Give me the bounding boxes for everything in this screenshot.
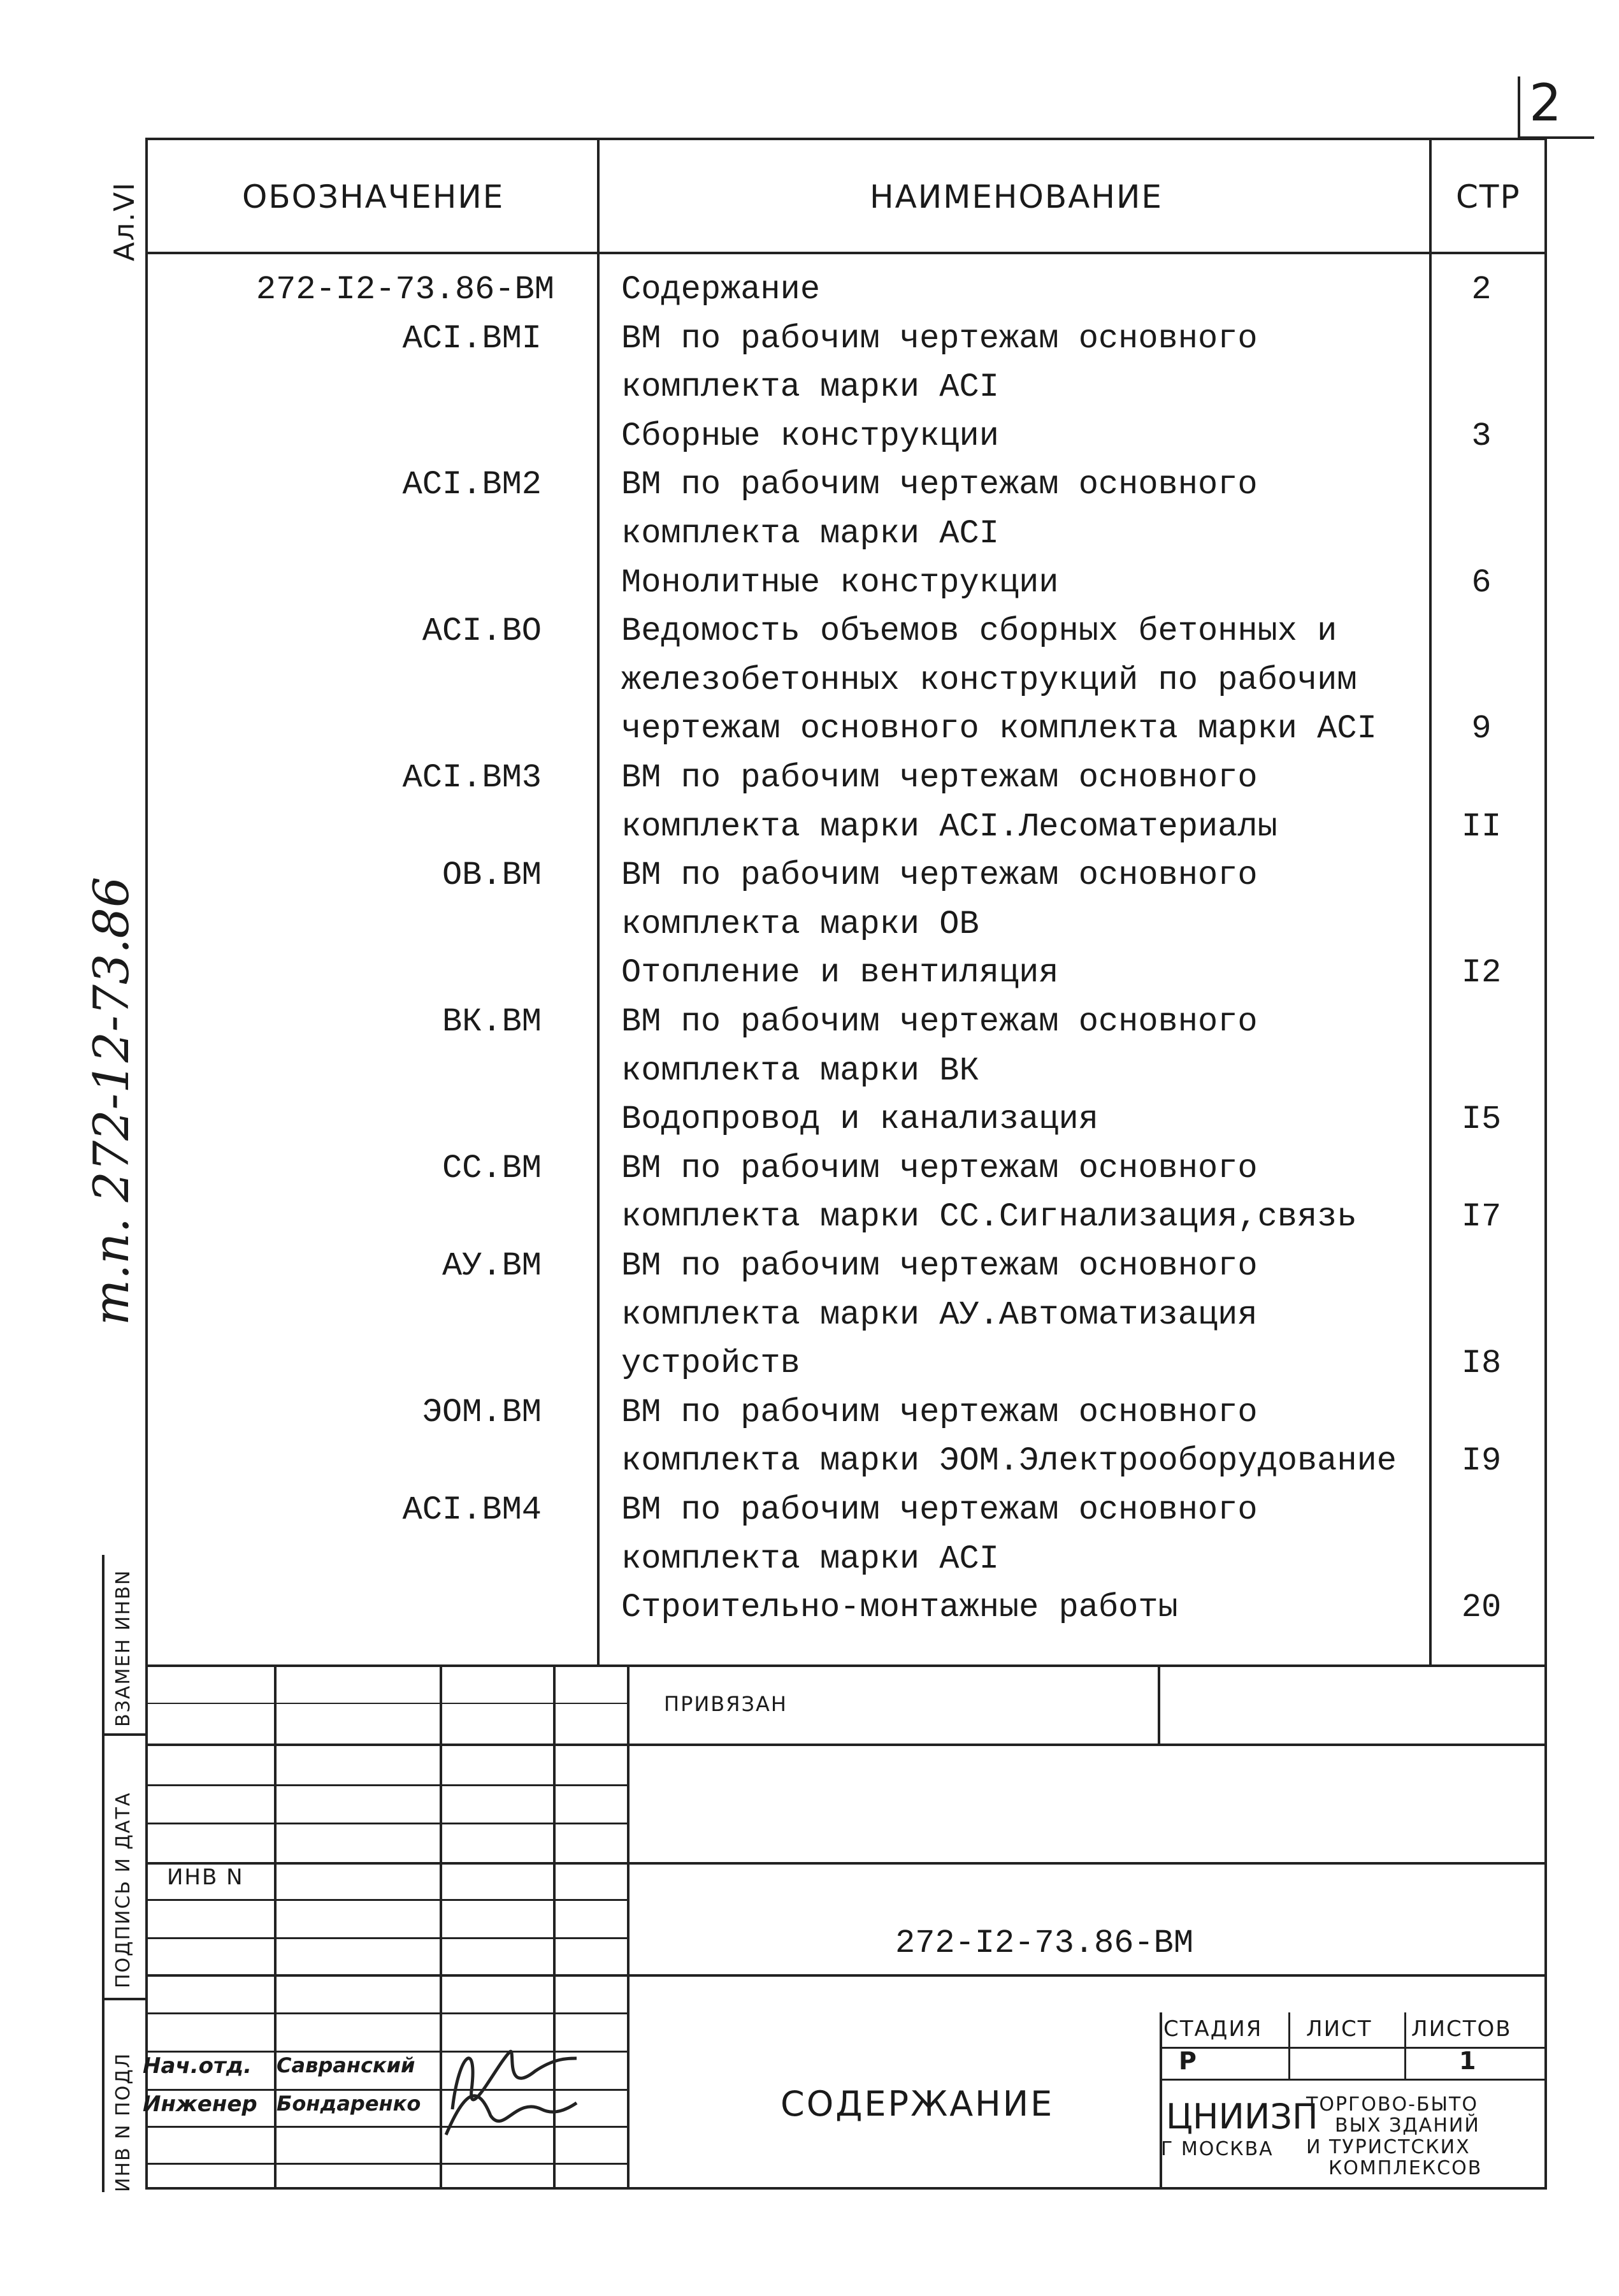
row-name: чертежам основного комплекта марки АСI — [621, 710, 1377, 747]
row-page: II — [1461, 808, 1502, 846]
row-code: ОВ.ВМ — [442, 856, 542, 894]
row-page: I8 — [1461, 1345, 1502, 1382]
row-code: АСI.ВО — [422, 612, 542, 650]
row-name: комплекта марки ОВ — [621, 906, 979, 943]
row-code: АСI.ВМI — [402, 320, 542, 357]
row-code: АСI.ВМ4 — [402, 1491, 542, 1529]
row-name: Отопление и вентиляция — [621, 954, 1059, 992]
row-page: I2 — [1461, 954, 1502, 992]
org-desc-4: КОМПЛЕКСОВ — [1328, 2157, 1483, 2179]
header-page: СТР — [1456, 178, 1521, 215]
role-2: Инженер — [143, 2091, 257, 2117]
row-code: ЭОМ.ВМ — [422, 1394, 542, 1431]
row-name: ВМ по рабочим чертежам основного — [621, 320, 1258, 357]
row-name: комплекта марки ЭОМ.Электрооборудование — [621, 1442, 1397, 1480]
row-code: АУ.ВМ — [442, 1247, 542, 1285]
side-label-vzamen: ВЗАМЕН ИНВN — [112, 1569, 134, 1727]
row-name: ВМ по рабочим чертежам основного — [621, 759, 1258, 797]
row-code: СС.ВМ — [442, 1150, 542, 1187]
row-name: ВМ по рабочим чертежам основного — [621, 856, 1258, 894]
row-page: 6 — [1471, 564, 1492, 602]
doc-title: СОДЕРЖАНИЕ — [781, 2084, 1054, 2124]
side-label-inv-podl: ИНВ N ПОДЛ — [112, 2052, 134, 2192]
row-name: комплекта марки АСI — [621, 1540, 999, 1578]
stage-value: Р — [1179, 2047, 1197, 2075]
row-name: ВМ по рабочим чертежам основного — [621, 1394, 1258, 1431]
org-desc-1: ТОРГОВО-БЫТО — [1306, 2093, 1478, 2116]
name-1: Савранский — [277, 2053, 415, 2077]
row-page: I7 — [1461, 1198, 1502, 1236]
row-name: комплекта марки АСI — [621, 515, 999, 552]
row-code: АСI.ВМ2 — [402, 466, 542, 503]
row-name: ВМ по рабочим чертежам основного — [621, 1150, 1258, 1187]
row-name: Сборные конструкции — [621, 417, 999, 455]
org-city: Г МОСКВА — [1161, 2138, 1274, 2160]
signature-scribble — [440, 2014, 580, 2141]
name-2: Бондаренко — [277, 2091, 421, 2116]
row-name: комплекта марки СС.Сигнализация,связь — [621, 1198, 1357, 1236]
row-code: ВК.ВМ — [442, 1003, 542, 1041]
stage-label: СТАДИЯ — [1163, 2016, 1263, 2042]
row-name: комплекта марки АСI — [621, 368, 999, 406]
row-name: комплекта марки ВК — [621, 1052, 979, 1090]
handwritten-designation: т.п. 272-12-73.86 — [83, 876, 140, 1325]
inv-n-label: ИНВ N — [167, 1865, 244, 1890]
sheet-number: 2 — [1529, 73, 1562, 133]
row-name: устройств — [621, 1345, 800, 1382]
sheets-label: ЛИСТОВ — [1411, 2016, 1512, 2042]
header-designation: ОБОЗНАЧЕНИЕ — [242, 178, 505, 215]
org-desc-2: ВЫХ ЗДАНИЙ — [1335, 2114, 1480, 2137]
org-desc-3: И ТУРИСТСКИХ — [1306, 2136, 1471, 2158]
header-name: НАИМЕНОВАНИЕ — [870, 178, 1163, 215]
doc-code: 272-I2-73.86-ВМ — [895, 1924, 1194, 1962]
corner-mark: Ал.VI — [108, 181, 141, 261]
row-page: 3 — [1471, 417, 1492, 455]
row-page: 20 — [1461, 1589, 1502, 1626]
row-code: 272-I2-73.86-ВМ — [255, 271, 554, 308]
row-name: комплекта марки АУ.Автоматизация — [621, 1296, 1258, 1334]
row-name: Содержание — [621, 271, 821, 308]
sheet-label: ЛИСТ — [1306, 2016, 1372, 2042]
row-page: I5 — [1461, 1101, 1502, 1138]
row-name: Водопровод и канализация — [621, 1101, 1098, 1138]
row-name: ВМ по рабочим чертежам основного — [621, 1003, 1258, 1041]
row-page: 2 — [1471, 271, 1492, 308]
row-name: железобетонных конструкций по рабочим — [621, 661, 1357, 699]
row-name: ВМ по рабочим чертежам основного — [621, 466, 1258, 503]
sheets-value: 1 — [1459, 2047, 1476, 2075]
side-label-podpis: ПОДПИСЬ И ДАТА — [112, 1791, 134, 1988]
row-name: Монолитные конструкции — [621, 564, 1059, 602]
row-page: I9 — [1461, 1442, 1502, 1480]
role-1: Нач.отд. — [143, 2053, 252, 2079]
row-name: Ведомость объемов сборных бетонных и — [621, 612, 1337, 650]
row-name: Строительно-монтажные работы — [621, 1589, 1178, 1626]
row-name: ВМ по рабочим чертежам основного — [621, 1247, 1258, 1285]
privyazan-label: ПРИВЯЗАН — [664, 1692, 788, 1716]
row-code: АСI.ВМ3 — [402, 759, 542, 797]
row-page: 9 — [1471, 710, 1492, 747]
row-name: ВМ по рабочим чертежам основного — [621, 1491, 1258, 1529]
org-name: ЦНИИЗП — [1166, 2097, 1318, 2137]
row-name: комплекта марки АСI.Лесоматериалы — [621, 808, 1277, 846]
